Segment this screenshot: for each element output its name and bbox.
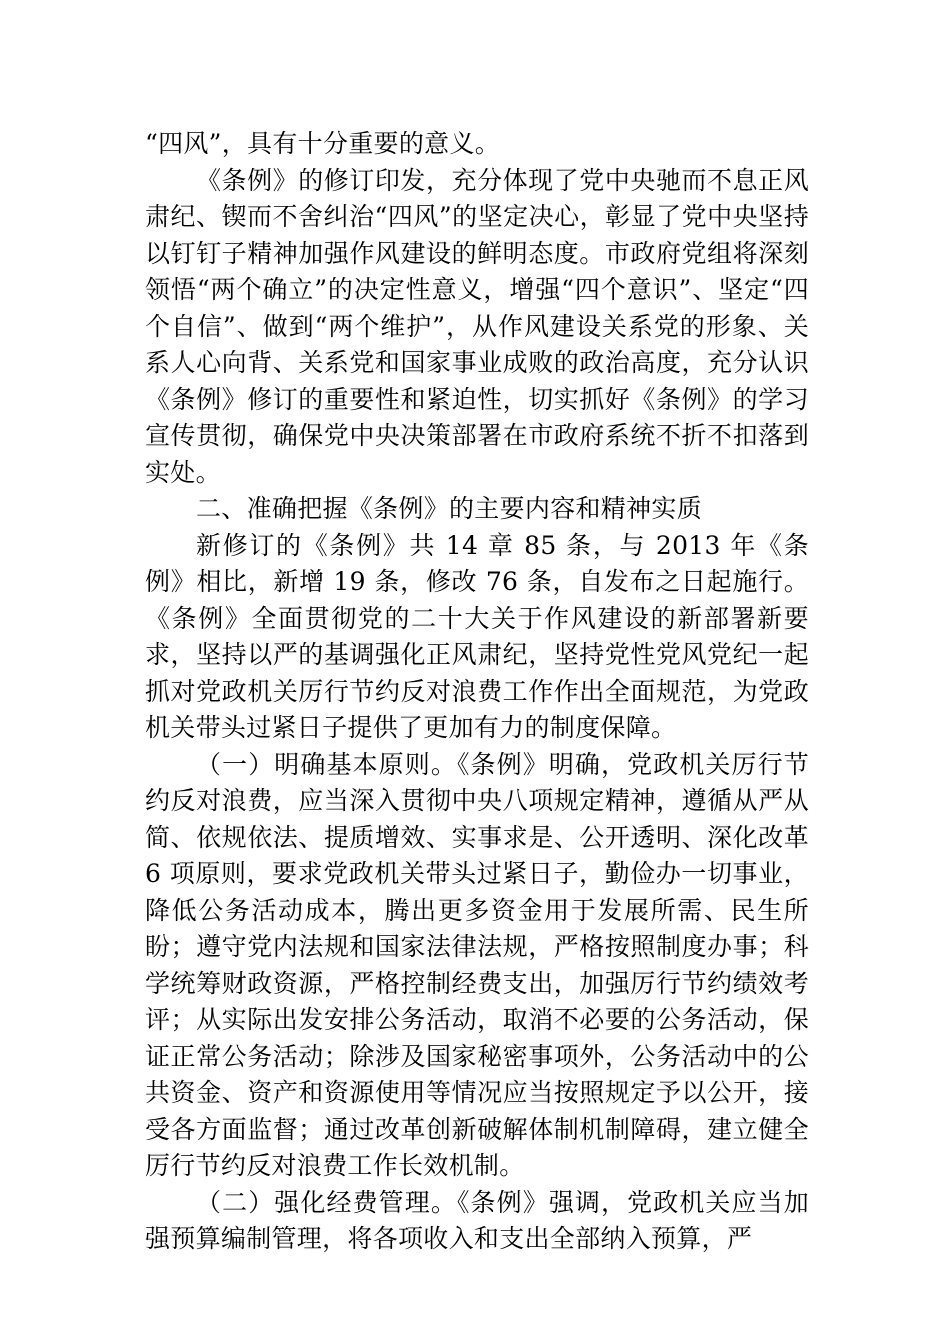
document-body [145,126,809,1258]
paragraph-body: 《条例》的修订印发，充分体现了党中央驰而不息正风肃纪、锲而不舍纠治“四风”的坚定决心，彰显了党中央坚持以钉钉子精神加强作风建设的鲜明态度。市政府党组将深刻领悟“两个确立”的决定性意义，增强“四个意识”、坚定“四个自信”、做到“两个维护”，从作风建设关系党的形象、关系人心向背、关系党和国家事业成败的政治高度，充分认识《条例》修订的重要性和紧迫性，切实抓好《条例》的学习宣传贯彻，确保党中央决策部署在市政府系统不折不扣落到实处。 [145,165,809,487]
paragraph-continuation: “四风”，具有十分重要的意义。 [145,129,501,158]
paragraph-body: （二）强化经费管理。《条例》强调，党政机关应当加强预算编制管理，将各项收入和支出全部纳入预算，严 [145,1187,809,1253]
paragraph-body: （一）明确基本原则。《条例》明确，党政机关厉行节约反对浪费，应当深入贯彻中央八项规定精神，遵循从严从简、依规依法、提质增效、实事求是、公开透明、深化改革 6 项原则，要求党政机关带头过紧日子，勤俭办一切事业，降低公务活动成本，腾出更多资金用于发展所需、民生所盼；遵守党内法规和国家法律法规，严格按照制度办事；科学统筹财政资源，严格控制经费支出，加强厉行节约绩效考评；从实际出发安排公务活动，取消不必要的公务活动，保证正常公务活动；除涉及国家秘密事项外，公务活动中的公共资金、资产和资源使用等情况应当按照规定予以公开，接受各方面监督；通过改革创新破解体制机制障碍，建立健全厉行节约反对浪费工作长效机制。 [145,749,809,1180]
section-heading: 二、准确把握《条例》的主要内容和精神实质 [196,494,703,523]
paragraph-body: 新修订的《条例》共 14 章 85 条，与 2013 年《条例》相比，新增 19 条，修改 76 条，自发布之日起施行。《条例》全面贯彻党的二十大关于作风建设的新部署新要求，坚持以严的基调强化正风肃纪，坚持党性党风党纪一起抓对党政机关厉行节约反对浪费工作作出全面规范，为党政机关带头过紧日子提供了更加有力的制度保障。 [145,530,809,742]
